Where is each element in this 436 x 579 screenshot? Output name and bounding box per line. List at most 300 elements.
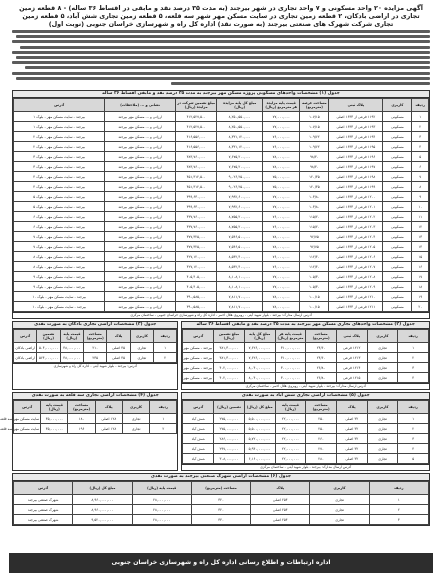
table-cell: ۱۱۹۹ فرعی از ۱۶۳۳ اصلی — [329, 182, 383, 192]
table-cell: ۲۸,۰۰۰,۰۰۰ — [132, 495, 191, 505]
table-cell: ۹۶/۷۵ — [300, 232, 329, 242]
table-cell: ۱۳ — [412, 232, 429, 242]
table-cell: ۳ — [398, 363, 429, 373]
table-cell: ۳۰۰,۰۰۰,۰۰۰ — [275, 363, 306, 373]
table-cell: ۱ — [398, 414, 429, 424]
table5-caption: جدول (۵) مشخصات اراضی تجاری شش آباد به صورت نقدی — [182, 393, 429, 400]
table-cell: ۲۸,۰۰۰,۰۰۰ — [132, 505, 191, 515]
table-cell: شش آباد — [183, 424, 214, 434]
notice-body-text — [12, 30, 430, 88]
table-row — [14, 505, 429, 515]
table-cell: ارزانی و ... مسکن مهر بیرجند — [105, 252, 176, 262]
table-cell: ۱۲۰۴ فرعی از ۱۶۳۳ اصلی — [329, 232, 383, 242]
table-row — [183, 444, 429, 454]
table-cell: ۱۲ — [412, 222, 429, 232]
table-cell: ۷۸,۰۰۰,۰۰۰ — [263, 152, 300, 162]
column-header: پلاک — [95, 401, 122, 414]
column-header: پلاک ثبتی — [336, 330, 367, 343]
table-cell: ۲۴/۶۰ — [306, 343, 337, 353]
table-cell: سایت مسکن مهر سه قلعه — [14, 424, 41, 434]
table-cell: شش آباد — [183, 444, 214, 454]
table-cell: مسکونی — [383, 272, 412, 282]
table-cell: ۴۵ اصلی — [107, 343, 130, 353]
table-cell: ۹۶/۷۵ — [300, 242, 329, 252]
table2-block — [181, 321, 430, 390]
table4-caption: جدول (۴) مشخصات اراضی تجاری سه قلعه به صورت نقدی — [13, 393, 177, 400]
table2-caption: جدول (۲) مشخصات واحدهای تجاری مسکن مهر بیرجند به مدت ۳۵ درصد نقد و مابقی اقساط ۳۶ ساله — [182, 322, 429, 329]
tables-row-2-3 — [12, 321, 430, 390]
table-cell: ۱ — [412, 112, 429, 122]
table4-block — [0, 392, 178, 471]
table-cell: ۷۶,۰۰۰,۰۰۰ — [263, 262, 300, 272]
table-cell: ۵,۹۴۰,۰۰۰,۰۰۰ — [244, 444, 275, 454]
table-cell: ۳۸۱,۳۰۰,۰۰۰ — [214, 343, 245, 353]
table-cell: ۱۲۰۰ فرعی از ۱۶۳۳ اصلی — [329, 192, 383, 202]
table-cell: تجاری — [122, 414, 149, 424]
table-cell: ۴ — [412, 142, 429, 152]
column-header: آدرس — [14, 99, 105, 112]
table-cell: ۷۸,۰۰۰,۰۰۰ — [263, 292, 300, 302]
table-cell: ۲۳۵ — [84, 353, 107, 363]
table-row — [183, 414, 429, 424]
table-row — [14, 252, 429, 262]
table-cell: ۷۸,۰۰۰,۰۰۰ — [263, 162, 300, 172]
table-cell: ۱۰۷/۱۵ — [300, 122, 329, 132]
footer-banner: اداره ارتباطات و اطلاع رسانی اداره کل راه و شهرسازی خراسان جنوبی — [9, 553, 433, 573]
table-cell: ۳ — [369, 515, 428, 525]
table-cell: ۷۸,۰۰۰,۰۰۰ — [263, 232, 300, 242]
table-cell: تجاری — [310, 515, 369, 525]
table-cell: ۳۷۷,۳۲۵,۰۰۰ — [175, 232, 217, 242]
column-header: تضمین (ریال) — [214, 401, 245, 414]
table6-caption: جدول (۶) مشخصات اراضی شهرک صنعتی بیرجند به صورت نقدی — [13, 474, 429, 481]
table-cell: مسکونی — [383, 112, 412, 122]
table-cell: ۱۲۰۹ فرعی از ۱۶۳۳ اصلی — [329, 282, 383, 292]
table-row — [183, 373, 429, 383]
table-cell: ۱۲۸ اصلی — [95, 424, 122, 434]
table-row — [14, 242, 429, 252]
table-cell: ۷,۵۴۶,۵۰۰,۰۰۰ — [217, 232, 263, 242]
table-row — [14, 152, 429, 162]
table-cell: ۴۰۲,۰۰۰,۰۰۰ — [214, 363, 245, 373]
table-cell: ۴۵۱,۳۱۲,۵۰۰ — [175, 172, 217, 182]
column-header: پلاک — [251, 482, 310, 495]
notice-title: آگهی مزایده ۲۰ واحد مسکونی و ۷ واحد تجاری در شهر بیرجند (به مدت ۳۵ درصد نقد و مابقی در اقساط ۳۶ ساله) - ۸ قطعه زمین تجاری در اراضی بادکان، ۲ قطعه زمین تجاری در سایت مسکن مهر شهر سه قلعه، ۵ قطعه زمین تجاری شش آباد، ۵ قطعه زمین تجاری شرکت شهرک های صنعتی بیرجند (به صورت نقد) اداره کل راه و شهرسازی خراسان جنوبی (نوبت اول) — [19, 4, 423, 28]
column-header: مبلغ کل (ریال) — [244, 401, 275, 414]
table-row — [14, 112, 429, 122]
table-cell: تجاری — [367, 343, 398, 353]
table-cell: ۴۲۷,۱۲۰,۰۰۰ — [175, 252, 217, 262]
table-cell: ۸,۳۳۱,۱۲۰,۰۰۰ — [217, 142, 263, 152]
table-cell: تجاری — [130, 353, 153, 363]
table-cell: ۹,۰۲۶,۲۵۰,۰۰۰ — [217, 172, 263, 182]
table-cell: ۱۱۲/۴۰ — [300, 252, 329, 262]
table-row — [183, 424, 429, 434]
table-cell: ۷,۶۲۶,۰۰۰,۰۰۰ — [244, 343, 275, 353]
table-cell: ۱۷ — [412, 272, 429, 282]
column-header: تضمین (ریال) — [37, 330, 60, 343]
table-cell: بیرجند - سایت مسکن مهر - بلوک ۸ — [14, 252, 105, 262]
table-cell: ۳۸۳,۷۶۰,۰۰۰ — [175, 162, 217, 172]
column-header: مساحت (مترمربع) — [306, 330, 337, 343]
table-cell: ۸,۰۴۰,۰۰۰,۰۰۰ — [244, 363, 275, 373]
table-cell: بیرجند - سایت مسکن مهر - بلوک ۵ — [14, 192, 105, 202]
table-cell: بیرجند - مسکن مهر — [183, 353, 214, 363]
table-cell: مسکونی — [383, 202, 412, 212]
table-cell: ۴۱۶,۵۵۶,۰۰۰ — [175, 132, 217, 142]
table-cell: ۶ — [412, 162, 429, 172]
table-row — [14, 132, 429, 142]
column-header: کاربری — [383, 99, 412, 112]
table-cell: ۲۴/۶۰ — [306, 353, 337, 363]
table-cell: شهرک صنعتی بیرجند — [14, 505, 73, 515]
table-row — [14, 302, 429, 312]
table-cell: ۸,۱۰۸,۱۰۰,۰۰۰ — [217, 272, 263, 282]
table-cell: ۵۶۴,۰۰۰,۰۰۰ — [37, 353, 60, 363]
table-cell: ۱۱۹۵ فرعی از ۱۶۳۳ اصلی — [329, 142, 383, 152]
table-cell: ۷۶,۰۰۰,۰۰۰ — [263, 252, 300, 262]
table2 — [182, 329, 429, 383]
table-cell: تجاری — [367, 424, 398, 434]
table-cell: ۴۳۷,۷۶۰,۰۰۰ — [175, 212, 217, 222]
table-cell: ۴۸,۰۰۰,۰۰۰ — [60, 353, 83, 363]
table-cell: مسکونی — [383, 142, 412, 152]
table-row — [14, 272, 429, 282]
table-cell: ۱ — [369, 495, 428, 505]
table-cell: ۷۷,۰۰۰,۰۰۰ — [263, 192, 300, 202]
table-cell: ۵,۷۲۰,۰۰۰,۰۰۰ — [244, 434, 275, 444]
table-cell: ۱۲۰۶ فرعی از ۱۶۳۳ اصلی — [329, 252, 383, 262]
table-cell: ۱۲۰۷ فرعی از ۱۶۳۳ اصلی — [329, 262, 383, 272]
table-cell: مسکونی — [383, 182, 412, 192]
table-row — [14, 262, 429, 272]
table-row — [14, 424, 177, 434]
table-cell: ارزانی و ... مسکن مهر بیرجند — [105, 162, 176, 172]
table-cell: بیرجند - سایت مسکن مهر - بلوک ۱۰ — [14, 302, 105, 312]
table-cell: تجاری — [367, 353, 398, 363]
table-cell: ۳۹۹,۶۳۰,۰۰۰ — [175, 192, 217, 202]
table-cell: ارزانی و ... مسکن مهر بیرجند — [105, 212, 176, 222]
table-cell: بیرجند - سایت مسکن مهر - بلوک ۹ — [14, 282, 105, 292]
table-cell: اراضی بادکان — [14, 343, 37, 353]
column-header: قیمت پایه مزایده هر مترمربع (ریال) — [263, 99, 300, 112]
table-cell: ۲۱۰ — [84, 343, 107, 353]
table-cell: ارزانی و ... مسکن مهر بیرجند — [105, 222, 176, 232]
table-cell: بیرجند - سایت مسکن مهر - بلوک ۳ — [14, 162, 105, 172]
table-cell: مسکونی — [383, 252, 412, 262]
table-cell: ۱۲۱۳ فرعی — [336, 353, 367, 363]
table-cell: ۷۸,۰۰۰,۰۰۰ — [263, 242, 300, 252]
table-cell: بیرجند - سایت مسکن مهر - بلوک ۱ — [14, 122, 105, 132]
table-cell: ۴۰۵,۴۰۵,۰۰۰ — [175, 282, 217, 292]
table-cell: ۱۵ — [412, 252, 429, 262]
table-cell: ۸,۵۴۲,۴۰۰,۰۰۰ — [217, 262, 263, 272]
table-cell: ارزانی و ... مسکن مهر بیرجند — [105, 262, 176, 272]
table-cell: ۸,۲۵۰,۵۵۰,۰۰۰ — [217, 122, 263, 132]
table-cell: ۷۶,۰۰۰,۰۰۰ — [263, 222, 300, 232]
table-row — [183, 434, 429, 444]
table-cell: مسکونی — [383, 282, 412, 292]
table-cell: ۳۹۹,۶۳۰,۰۰۰ — [175, 202, 217, 212]
table-cell: ۵۰۴,۰۰۰,۰۰۰ — [37, 343, 60, 353]
table-cell: ۱۱۹۶ فرعی از ۱۶۳۳ اصلی — [329, 152, 383, 162]
table-cell: بیرجند - سایت مسکن مهر - بلوک ۴ — [14, 182, 105, 192]
table-cell: ۱۰۰/۱۵ — [300, 302, 329, 312]
table3-caption: جدول (۳) مشخصات اراضی تجاری بادکان به صورت نقدی — [13, 322, 177, 329]
table-cell: ۷۷,۰۰۰,۰۰۰ — [263, 282, 300, 292]
table-cell: ۴ — [398, 444, 429, 454]
table-row — [14, 222, 429, 232]
table-cell: ۷۷,۰۰۰,۰۰۰ — [263, 272, 300, 282]
table-cell: ۱۰۰/۱۵ — [300, 292, 329, 302]
table-cell: ۸,۹۶۰,۰۰۰,۰۰۰ — [73, 495, 132, 505]
table-cell: تجاری — [122, 424, 149, 434]
table-cell: ۸,۷۵۵,۲۰۰,۰۰۰ — [217, 212, 263, 222]
column-header: کاربری — [367, 330, 398, 343]
table5-note: آدرس ارسال مدارک: بیرجند - بلوار شهید آیتی - ساختمان مرکزی — [182, 464, 429, 470]
table-cell: ۸ — [412, 182, 429, 192]
table-cell: ۷۷,۰۰۰,۰۰۰ — [263, 202, 300, 212]
table-cell: بیرجند - سایت مسکن مهر - بلوک ۴ — [14, 172, 105, 182]
column-header: قیمت پایه (ریال) — [41, 401, 68, 414]
table-cell: ۹۸/۴۰ — [300, 162, 329, 172]
table-cell: ۱۲۱۱ فرعی از ۱۶۳۳ اصلی — [329, 302, 383, 312]
table-cell: ۷۶,۰۰۰,۰۰۰ — [263, 212, 300, 222]
table-cell: ۱۱۹۳ فرعی از ۱۶۳۳ اصلی — [329, 122, 383, 132]
table-cell: ۴ — [398, 373, 429, 383]
table-cell: بیرجند - سایت مسکن مهر - بلوک ۶ — [14, 222, 105, 232]
table-cell: ۱۱۲/۴۰ — [300, 262, 329, 272]
table-cell: بیرجند - مسکن مهر — [183, 363, 214, 373]
table-cell: تجاری — [367, 434, 398, 444]
column-header: ردیف — [154, 330, 177, 343]
table-cell: ۱۰۷/۱۵ — [300, 112, 329, 122]
table-cell: بیرجند - سایت مسکن مهر - بلوک ۹ — [14, 272, 105, 282]
table-cell: ۱۲۰۳ فرعی از ۱۶۳۳ اصلی — [329, 222, 383, 232]
table-cell: بیرجند - سایت مسکن مهر - بلوک ۲ — [14, 132, 105, 142]
table-cell: ۱۲۸ اصلی — [95, 414, 122, 424]
table-cell: ۵ — [412, 152, 429, 162]
table-cell: بیرجند - مسکن مهر — [183, 373, 214, 383]
table-cell: ۳۸۱,۳۰۰,۰۰۰ — [214, 353, 245, 363]
table-cell: ۲۶/۸۰ — [306, 363, 337, 373]
column-header: کاربری — [310, 482, 369, 495]
table-row — [183, 363, 429, 373]
notice-page — [0, 3, 433, 573]
table-row — [14, 202, 429, 212]
table5-block — [181, 392, 430, 471]
table-cell: ارزانی و ... مسکن مهر بیرجند — [105, 232, 176, 242]
table-cell: ۱۲۱۰ فرعی از ۱۶۳۳ اصلی — [329, 292, 383, 302]
table-cell: ۵,۵۰۰,۰۰۰,۰۰۰ — [244, 424, 275, 434]
column-header: مساحت (مترمربع) — [306, 401, 337, 414]
table-cell: ۹,۰۲۶,۲۵۰,۰۰۰ — [217, 182, 263, 192]
table-cell: بیرجند - سایت مسکن مهر - بلوک ۷ — [14, 242, 105, 252]
table-cell: ۱۸ — [412, 282, 429, 292]
table-cell: شهرک صنعتی بیرجند — [14, 495, 73, 505]
table-cell: ۷۷,۰۰۰,۰۰۰ — [263, 122, 300, 132]
column-header: نشانی و ... (ملاحظات) — [105, 99, 176, 112]
tables-row-4-5 — [0, 392, 430, 471]
table-row — [14, 414, 177, 424]
column-header: مساحت (مترمربع) — [191, 482, 250, 495]
column-header: قیمت پایه هر مترمربع (ریال) — [275, 330, 306, 343]
table-cell: مسکونی — [383, 162, 412, 172]
table-cell: بیرجند - سایت مسکن مهر - بلوک ۶ — [14, 212, 105, 222]
table-cell: ۲۹۷,۰۰۰,۰۰۰ — [214, 444, 245, 454]
table-cell: ۸,۰۴۰,۰۰۰,۰۰۰ — [244, 373, 275, 383]
table-cell: ۴۱۶,۵۵۶,۰۰۰ — [175, 142, 217, 152]
table-row — [14, 192, 429, 202]
table-cell: شش آباد — [183, 454, 214, 464]
table-cell: ۵ — [398, 454, 429, 464]
table-cell: ۲۲,۰۰۰,۰۰۰ — [275, 434, 306, 444]
table-cell: ۲۸۶,۰۰۰,۰۰۰ — [214, 434, 245, 444]
table-row — [14, 353, 177, 363]
table-cell: ۲۸,۰۰۰,۰۰۰ — [132, 515, 191, 525]
column-header: آدرس — [14, 330, 37, 343]
table5 — [182, 400, 429, 464]
column-header: مبلغ تضمین (ریال) — [214, 330, 245, 343]
table-cell: ۲ — [398, 353, 429, 363]
table-cell: تجاری — [310, 505, 369, 515]
table-row — [14, 212, 429, 222]
table-cell: تجاری — [367, 444, 398, 454]
table-cell: ۲۵۰ — [306, 424, 337, 434]
table-cell: ۲۲,۰۰۰,۰۰۰ — [275, 444, 306, 454]
table-cell: ۱۱ — [412, 212, 429, 222]
table-cell: ۱۶ — [412, 262, 429, 272]
table-cell: ۱۹ — [412, 292, 429, 302]
table-cell: ۳۵,۰۰۰,۰۰۰ — [41, 414, 68, 424]
table-cell: ۱۲۱۴ فرعی — [336, 363, 367, 373]
column-header: مبلغ کل پایه مزایده (ریال) — [217, 99, 263, 112]
table-cell: ۲۶۰ — [306, 434, 337, 444]
table-cell: ۷۵,۰۰۰,۰۰۰ — [263, 172, 300, 182]
table-row — [14, 495, 429, 505]
table-cell: ۱ — [398, 343, 429, 353]
table1-caption: جدول (۱) مشخصات واحدهای مسکونی پروژه مسکن مهر بیرجند به مدت ۳۵ درصد نقد و مابقی اقساط ۳۶ ساله — [13, 91, 429, 98]
table4 — [0, 400, 177, 434]
table-cell: ۱۲۰۸ فرعی از ۱۶۳۳ اصلی — [329, 272, 383, 282]
table-cell: ۴۲۷,۱۲۰,۰۰۰ — [175, 262, 217, 272]
table-cell: مسکونی — [383, 212, 412, 222]
table-cell: ۷,۸۱۱,۷۰۰,۰۰۰ — [217, 292, 263, 302]
table-cell: ۱۲۰۱ فرعی از ۱۶۳۳ اصلی — [329, 202, 383, 212]
table-row — [183, 353, 429, 363]
table6-block — [12, 473, 430, 526]
table-cell: ۳۲ اصلی — [336, 444, 367, 454]
table-row — [14, 142, 429, 152]
table-row — [183, 343, 429, 353]
table-cell: ۱۰۵/۳۰ — [300, 272, 329, 282]
table-cell: ۷,۶۷۵,۲۰۰,۰۰۰ — [217, 152, 263, 162]
table-cell: ۲۷۰ — [306, 444, 337, 454]
column-header: قیمت پایه (ریال) — [60, 330, 83, 343]
table-cell: ۲۷۵,۰۰۰,۰۰۰ — [214, 424, 245, 434]
table-cell: ۳۲ اصلی — [336, 424, 367, 434]
table-cell: ۳۵,۰۰۰,۰۰۰ — [41, 424, 68, 434]
table-cell: تجاری — [367, 454, 398, 464]
table-cell: مسکونی — [383, 222, 412, 232]
table-row — [14, 122, 429, 132]
table-cell: ۲۵۴ اصلی — [251, 495, 310, 505]
table-cell: ۳۰۰,۰۰۰,۰۰۰ — [275, 373, 306, 383]
column-header: ردیف — [369, 482, 428, 495]
table-cell: ۱۹۶ — [68, 424, 95, 434]
table-cell: ۶,۱۶۰,۰۰۰,۰۰۰ — [244, 454, 275, 464]
table-cell: ارزانی و ... مسکن مهر بیرجند — [105, 282, 176, 292]
table-row — [14, 182, 429, 192]
table-cell: ۱۱۹۴ فرعی از ۱۶۳۳ اصلی — [329, 132, 383, 142]
table-cell: تجاری — [130, 343, 153, 353]
table-cell: مسکونی — [383, 302, 412, 312]
table-row — [14, 172, 429, 182]
table-cell: ۴۸,۰۰۰,۰۰۰ — [60, 343, 83, 353]
table-cell: ۹ — [412, 192, 429, 202]
table3-block — [12, 321, 178, 390]
table-cell: ۱۲۱۲ فرعی — [336, 343, 367, 353]
table-cell: ۱۰۹/۶۲ — [300, 142, 329, 152]
table-cell: ۲ — [369, 505, 428, 515]
table-cell: ۹۸/۴۰ — [300, 152, 329, 162]
table-cell: ۳۹۰,۵۸۵,۰۰۰ — [175, 302, 217, 312]
table-cell: ۱ — [154, 343, 177, 353]
table-cell: اراضی بادکان — [14, 353, 37, 363]
table-cell: ۳۱۰,۰۰۰,۰۰۰ — [275, 353, 306, 363]
table-cell: ۱۰۳/۸۰ — [300, 192, 329, 202]
table-cell: ارزانی و ... مسکن مهر بیرجند — [105, 182, 176, 192]
table-cell: ارزانی و ... مسکن مهر بیرجند — [105, 302, 176, 312]
table-cell: ۱۲۰۵ فرعی از ۱۶۳۳ اصلی — [329, 242, 383, 252]
table-cell: مسکونی — [383, 132, 412, 142]
table6 — [13, 481, 429, 525]
table-cell: ۴۱۲,۵۲۷,۵۰۰ — [175, 112, 217, 122]
table-cell: ۸,۹۶۰,۰۰۰,۰۰۰ — [73, 505, 132, 515]
table-cell: ۱۱۹۲ فرعی از ۱۶۳۳ اصلی — [329, 112, 383, 122]
table-cell: ۱۲۰/۳۵ — [300, 182, 329, 192]
table-cell: ۳۲ اصلی — [336, 414, 367, 424]
table-cell: ۳۸۳,۷۶۰,۰۰۰ — [175, 152, 217, 162]
table-cell: ۷,۶۲۶,۰۰۰,۰۰۰ — [244, 353, 275, 363]
table-cell: ۱۲۰۲ فرعی از ۱۶۳۳ اصلی — [329, 212, 383, 222]
table-cell: بیرجند - سایت مسکن مهر - بلوک ۸ — [14, 262, 105, 272]
table-cell: ۸,۷۵۵,۲۰۰,۰۰۰ — [217, 222, 263, 232]
table1 — [13, 98, 429, 312]
table-cell: ۲ — [150, 424, 177, 434]
table-cell: ۷ — [412, 172, 429, 182]
table-cell: ۲۲,۰۰۰,۰۰۰ — [275, 424, 306, 434]
table-cell: ۳۱۰,۰۰۰,۰۰۰ — [275, 343, 306, 353]
table-cell: ۱۰۳/۸۰ — [300, 202, 329, 212]
table-cell: ۳۹۰,۵۸۵,۰۰۰ — [175, 292, 217, 302]
table-cell: ۴۳۷,۷۶۰,۰۰۰ — [175, 222, 217, 232]
table-cell: ۴۵ اصلی — [107, 353, 130, 363]
table-cell: ارزانی و ... مسکن مهر بیرجند — [105, 142, 176, 152]
table-cell: شش آباد — [183, 414, 214, 424]
table1-block — [12, 90, 430, 319]
table-cell: ۳۲ اصلی — [336, 454, 367, 464]
table-cell: ارزانی و ... مسکن مهر بیرجند — [105, 122, 176, 132]
column-header: ردیف — [412, 99, 429, 112]
table-cell: تجاری — [367, 363, 398, 373]
table-cell: بیرجند - مسکن مهر — [183, 343, 214, 353]
table-cell: ۲۰ — [412, 302, 429, 312]
table-cell: ۷,۹۹۲,۶۰۰,۰۰۰ — [217, 202, 263, 212]
table-cell: ۱ — [150, 414, 177, 424]
table-cell: ارزانی و ... مسکن مهر بیرجند — [105, 172, 176, 182]
table-cell: مسکونی — [383, 122, 412, 132]
